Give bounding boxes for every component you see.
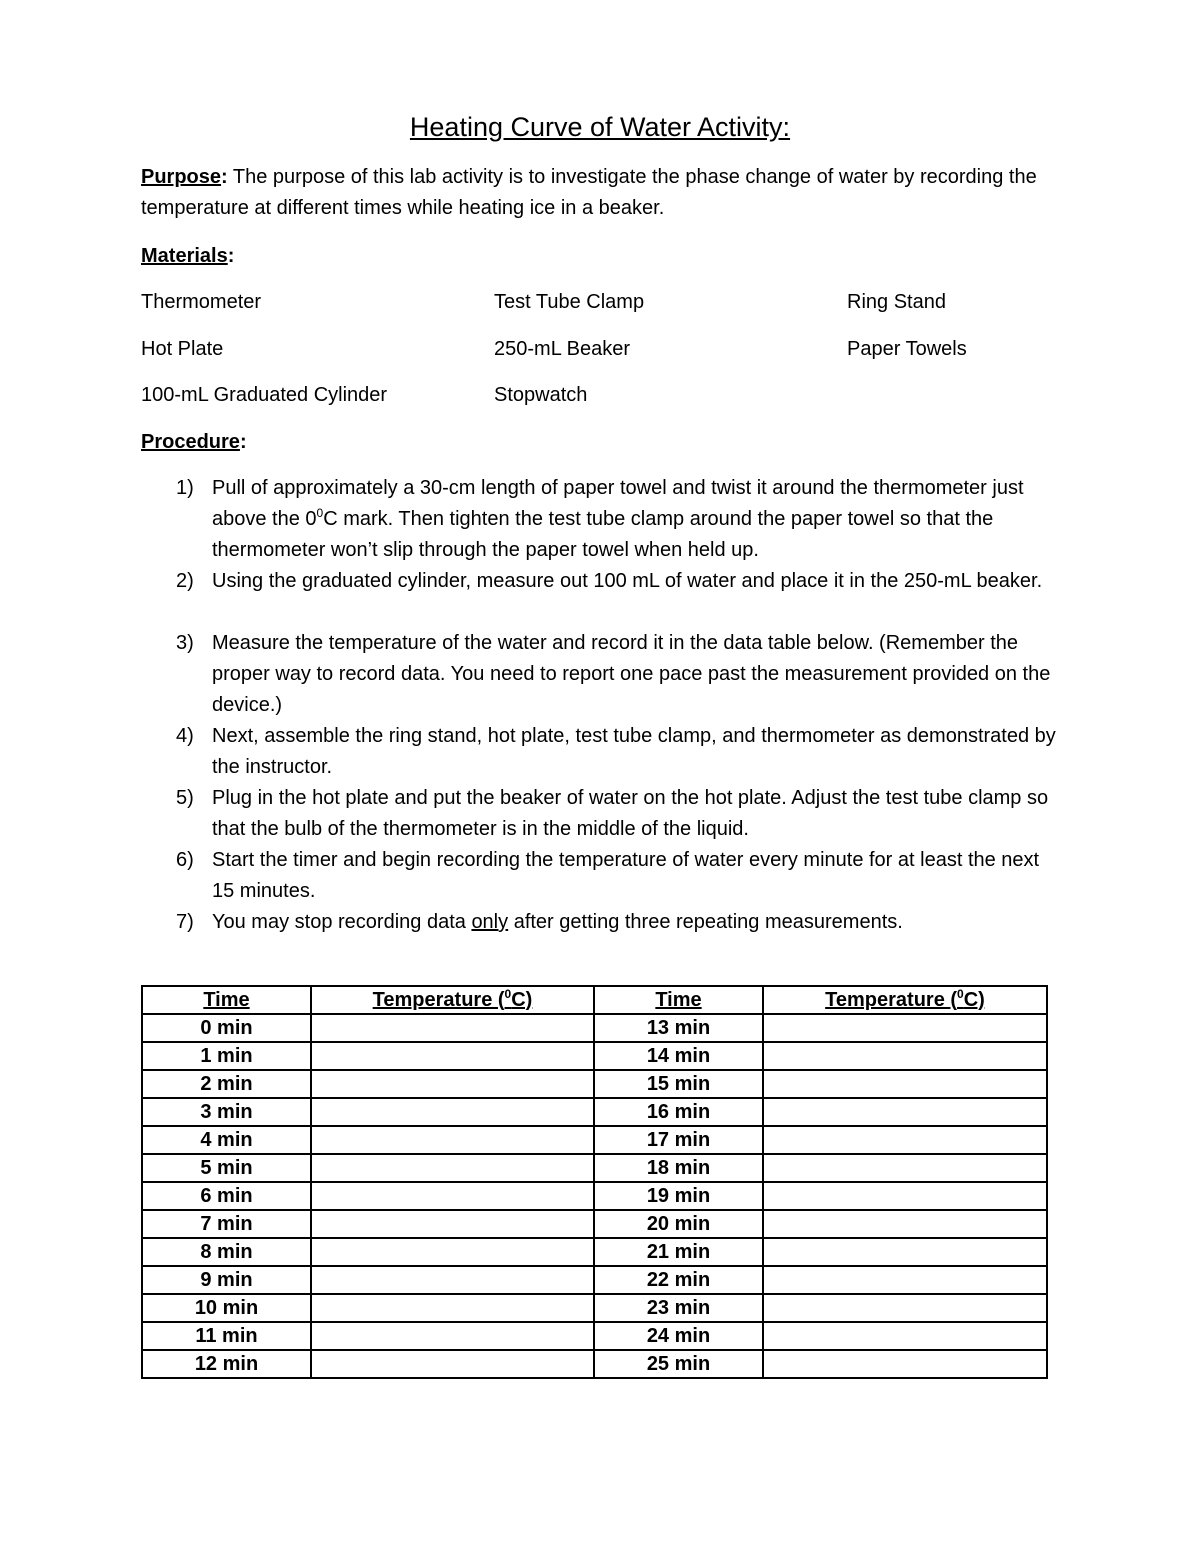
temperature-entry-cell[interactable] <box>311 1126 594 1154</box>
step-number: 3) <box>176 632 194 654</box>
temperature-entry-cell[interactable] <box>763 1266 1047 1294</box>
table-row <box>142 1322 1047 1350</box>
procedure-step: Measure the temperature of the water and record it in the data table below. (Remember the proper way to record data. You need to report one pace past the measurement provided on the device.) <box>212 632 1051 716</box>
temperature-entry-cell[interactable] <box>763 1294 1047 1322</box>
temperature-entry-cell[interactable] <box>311 1238 594 1266</box>
page-title: Heating Curve of Water Activity: <box>409 112 791 142</box>
material-item: Ring Stand <box>847 291 946 313</box>
time-cell: 17 min <box>594 1126 763 1154</box>
time-cell: 11 min <box>142 1322 311 1350</box>
temperature-entry-cell[interactable] <box>311 1266 594 1294</box>
material-item: Paper Towels <box>847 338 967 360</box>
step-number: 2) <box>176 570 194 592</box>
time-cell: 22 min <box>594 1266 763 1294</box>
table-row <box>142 1070 1047 1098</box>
material-item: Hot Plate <box>141 338 224 360</box>
time-cell: 7 min <box>142 1210 311 1238</box>
purpose-label: Purpose <box>141 166 222 188</box>
header-temperature: Temperature ($^0$C) <box>311 986 594 1014</box>
time-cell: 24 min <box>594 1322 763 1350</box>
table-row <box>142 1238 1047 1266</box>
procedure-step: You may stop recording data only after getting three repeating measurements. <box>212 911 903 933</box>
time-cell: 4 min <box>142 1126 311 1154</box>
procedure-step: Next, assemble the ring stand, hot plate, test tube clamp, and thermometer as demonstrated by the instructor. <box>212 725 1056 778</box>
purpose-text: The purpose of this lab activity is to investigate the phase change of water by recording the temperature at different times while heating ice in a beaker. <box>141 166 1037 219</box>
time-cell: 5 min <box>142 1154 311 1182</box>
temperature-entry-cell[interactable] <box>763 1182 1047 1210</box>
time-cell: 10 min <box>142 1294 311 1322</box>
purpose-paragraph: Purpose: The purpose of this lab activity is to investigate the phase change of water by recording the temperature at different times while heating ice in a beaker. <box>141 166 1037 219</box>
time-cell: 21 min <box>594 1238 763 1266</box>
time-cell: 23 min <box>594 1294 763 1322</box>
table-row <box>142 1014 1047 1042</box>
material-item: Thermometer <box>141 291 262 313</box>
table-row <box>142 1182 1047 1210</box>
time-cell: 18 min <box>594 1154 763 1182</box>
header-temperature: Temperature ($^0$C) <box>763 986 1047 1014</box>
emphasis-only: only <box>471 911 509 933</box>
table-row <box>142 1294 1047 1322</box>
time-cell: 8 min <box>142 1238 311 1266</box>
table-row <box>142 1042 1047 1070</box>
time-cell: 0 min <box>142 1014 311 1042</box>
temperature-entry-cell[interactable] <box>763 1126 1047 1154</box>
material-item: Test Tube Clamp <box>494 291 645 313</box>
time-cell: 14 min <box>594 1042 763 1070</box>
temperature-entry-cell[interactable] <box>311 1070 594 1098</box>
table-row <box>142 1266 1047 1294</box>
temperature-entry-cell[interactable] <box>311 1182 594 1210</box>
temperature-entry-cell[interactable] <box>763 1014 1047 1042</box>
time-cell: 1 min <box>142 1042 311 1070</box>
procedure-step: Start the timer and begin recording the temperature of water every minute for at least the next 15 minutes. <box>212 849 1040 902</box>
table-header-row <box>142 986 1047 1014</box>
procedure-heading: Procedure: <box>141 431 247 453</box>
temperature-entry-cell[interactable] <box>763 1070 1047 1098</box>
step-number: 6) <box>176 849 194 871</box>
procedure-step: Plug in the hot plate and put the beaker of water on the hot plate. Adjust the test tube clamp so that the bulb of the thermometer is in the middle of the liquid. <box>212 787 1049 840</box>
step-number: 1) <box>176 477 194 499</box>
time-cell: 9 min <box>142 1266 311 1294</box>
time-cell: 20 min <box>594 1210 763 1238</box>
temperature-entry-cell[interactable] <box>763 1098 1047 1126</box>
step-number: 7) <box>176 911 194 933</box>
time-cell: 2 min <box>142 1070 311 1098</box>
temperature-entry-cell[interactable] <box>311 1294 594 1322</box>
temperature-entry-cell[interactable] <box>311 1210 594 1238</box>
time-cell: 25 min <box>594 1350 763 1378</box>
table-row <box>142 1210 1047 1238</box>
procedure-step: Pull of approximately a 30-cm length of paper towel and twist it around the thermometer just above the $0^0C$ mark. Then tighten the test tube clamp around the paper towel so that the thermometer won’t slip through the paper towel when held up. <box>212 477 1024 561</box>
temperature-entry-cell[interactable] <box>311 1098 594 1126</box>
temperature-entry-cell[interactable] <box>311 1350 594 1378</box>
temperature-entry-cell[interactable] <box>763 1238 1047 1266</box>
table-row <box>142 1126 1047 1154</box>
header-time: Time <box>594 986 763 1014</box>
time-cell: 13 min <box>594 1014 763 1042</box>
temperature-entry-cell[interactable] <box>311 1154 594 1182</box>
time-cell: 16 min <box>594 1098 763 1126</box>
material-item: Stopwatch <box>494 384 588 406</box>
table-row <box>142 1154 1047 1182</box>
temperature-entry-cell[interactable] <box>763 1154 1047 1182</box>
temperature-entry-cell[interactable] <box>311 1042 594 1070</box>
table-row <box>142 1350 1047 1378</box>
temperature-entry-cell[interactable] <box>763 1210 1047 1238</box>
temperature-entry-cell[interactable] <box>763 1042 1047 1070</box>
procedure-step: Using the graduated cylinder, measure out 100 mL of water and place it in the 250-mL beaker. <box>212 570 1043 592</box>
materials-heading: Materials: <box>141 245 235 267</box>
table-row <box>142 1098 1047 1126</box>
temperature-data-table <box>141 985 1048 1379</box>
time-cell: 19 min <box>594 1182 763 1210</box>
material-item: 250-mL Beaker <box>494 338 630 360</box>
temperature-entry-cell[interactable] <box>311 1322 594 1350</box>
header-time: Time <box>142 986 311 1014</box>
step-number: 5) <box>176 787 194 809</box>
time-cell: 12 min <box>142 1350 311 1378</box>
time-cell: 6 min <box>142 1182 311 1210</box>
temperature-entry-cell[interactable] <box>763 1350 1047 1378</box>
temperature-entry-cell[interactable] <box>311 1014 594 1042</box>
time-cell: 15 min <box>594 1070 763 1098</box>
material-item: 100-mL Graduated Cylinder <box>141 384 388 406</box>
step-number: 4) <box>176 725 194 747</box>
time-cell: 3 min <box>142 1098 311 1126</box>
temperature-entry-cell[interactable] <box>763 1322 1047 1350</box>
